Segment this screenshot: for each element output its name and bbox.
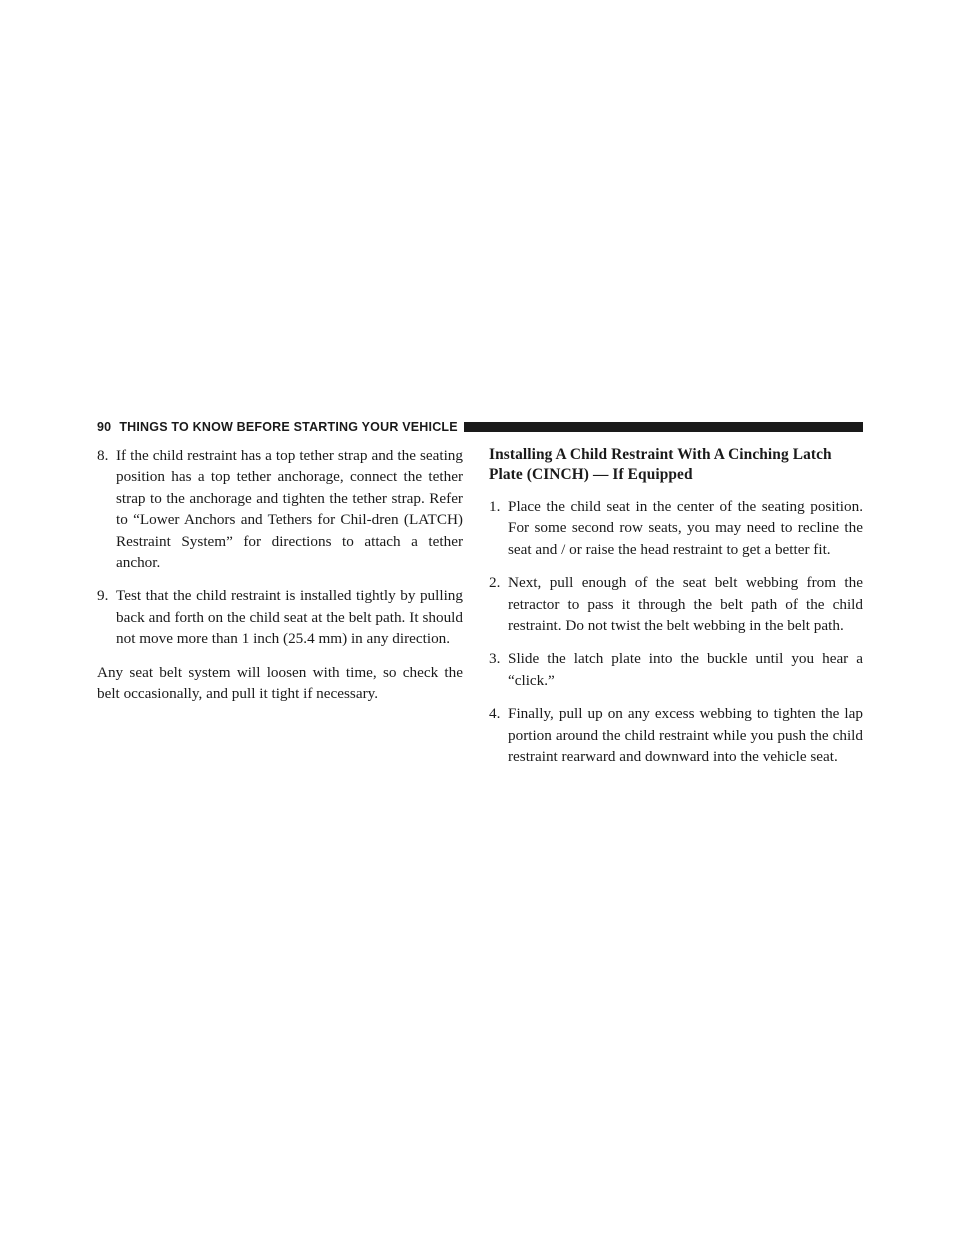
list-item-3 [489, 648, 863, 691]
right-column [489, 445, 863, 779]
list-item-4 [489, 703, 863, 767]
section-title: THINGS TO KNOW BEFORE STARTING YOUR VEHICLE [119, 420, 458, 434]
list-item-1 [489, 496, 863, 560]
list-item-text: Place the child seat in the center of the seating position. For some second row seats, you may need to recline the seat and / or raise the head restraint to get a better fit. [508, 498, 863, 558]
list-item-8 [97, 445, 463, 573]
list-item-number: 4. [489, 705, 501, 723]
header-rule [464, 422, 863, 432]
list-item-number: 8. [97, 447, 109, 464]
body-paragraph: Any seat belt system will loosen with time, so check the belt occasionally, and pull it tight if necessary. [97, 663, 463, 703]
left-column [97, 445, 463, 704]
list-item-text: Slide the latch plate into the buckle until you hear a “click.” [508, 650, 863, 689]
list-item-number: 9. [97, 587, 109, 605]
list-item-text: Next, pull enough of the seat belt webbing from the retractor to pass it through the belt path of the child restraint. Do not twist the belt webbing in the belt path. [508, 574, 863, 635]
list-item-text: If the child restraint has a top tether strap and the seating position has a top tether anchorage, connect the tether strap to the anchorage and tighten the tether strap. Refer to “Lower Anchors and Tethers for Chil-dren (LATCH) Restraint System” for directions to attach a tether anchor. [116, 447, 463, 572]
list-item-number: 3. [489, 650, 501, 668]
section-heading: Installing A Child Restraint With A Cinching Latch Plate (CINCH) — If Equipped [489, 446, 832, 483]
list-item-text: Test that the child restraint is installed tightly by pulling back and forth on the child seat at the belt path. It should not move more than 1 inch (25.4 mm) in any direction. [116, 587, 463, 648]
list-item-9 [97, 585, 463, 649]
page-number: 90 [97, 420, 112, 434]
page-header [97, 418, 863, 436]
list-item-number: 2. [489, 574, 501, 592]
list-item-2 [489, 572, 863, 636]
list-item-number: 1. [489, 498, 501, 515]
list-item-text: Finally, pull up on any excess webbing to tighten the lap portion around the child restraint while you push the child restraint rearward and downward into the vehicle seat. [508, 705, 863, 766]
